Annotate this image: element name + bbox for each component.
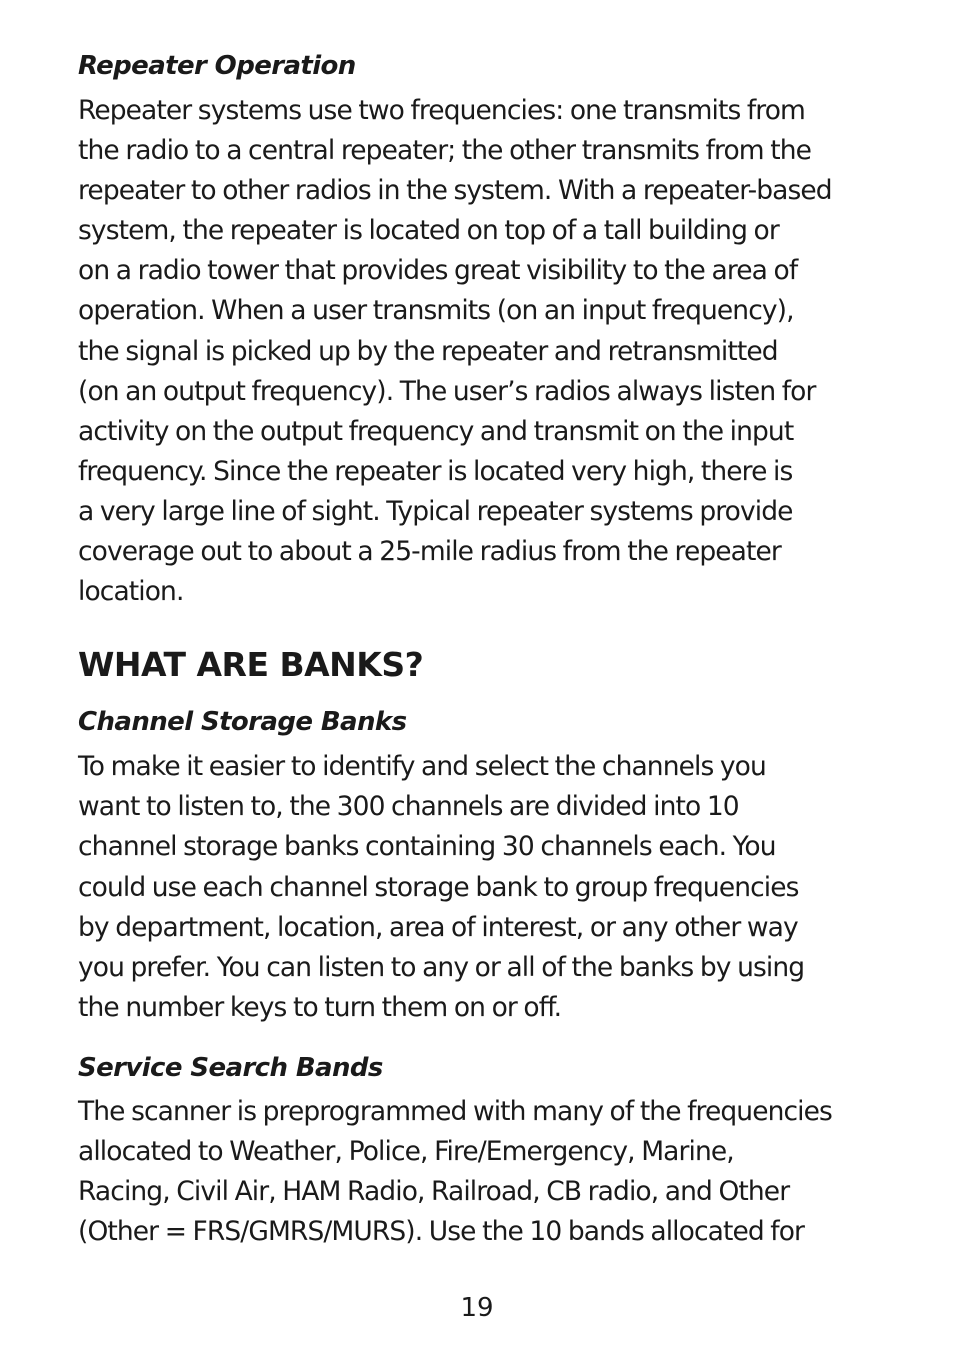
paragraph-line: the radio to a central repeater; the other transmits from the: [78, 135, 811, 167]
paragraph-line: coverage out to about a 25-mile radius from the repeater: [78, 536, 781, 568]
paragraph-line: on a radio tower that provides great visibility to the area of: [78, 255, 798, 287]
paragraph-line: To make it easier to identify and select the channels you: [78, 751, 766, 783]
paragraph-line: could use each channel storage bank to group frequencies: [78, 871, 799, 903]
paragraph-line: want to listen to, the 300 channels are divided into 10: [78, 791, 739, 823]
paragraph-line: system, the repeater is located on top of a tall building or: [78, 215, 779, 247]
service-search-bands-heading: Service Search Bands: [78, 1052, 383, 1083]
what-are-banks-title: WHAT ARE BANKS?: [78, 645, 424, 685]
page-number: 19: [460, 1293, 494, 1323]
paragraph-line: a very large line of sight. Typical repeater systems provide: [78, 495, 793, 527]
paragraph-line: activity on the output frequency and transmit on the input: [78, 415, 794, 447]
paragraph-line: repeater to other radios in the system. With a repeater-based: [78, 175, 832, 207]
paragraph-line: by department, location, area of interest, or any other way: [78, 911, 798, 943]
paragraph-line: (on an output frequency). The user’s radios always listen for: [78, 375, 816, 407]
paragraph-line: the number keys to turn them on or off.: [78, 991, 562, 1023]
repeater-operation-paragraph: [78, 91, 890, 612]
paragraph-line: the signal is picked up by the repeater and retransmitted: [78, 335, 778, 367]
channel-storage-banks-paragraph: [78, 747, 890, 1028]
paragraph-line: channel storage banks containing 30 channels each. You: [78, 831, 776, 863]
paragraph-line: you prefer. You can listen to any or all of the banks by using: [78, 951, 805, 983]
paragraph-line: operation. When a user transmits (on an input frequency),: [78, 295, 794, 327]
manual-page: [78, 46, 890, 1252]
paragraph-line: Repeater systems use two frequencies: one transmits from: [78, 95, 805, 126]
paragraph-line: frequency. Since the repeater is located very high, there is: [78, 455, 793, 487]
paragraph-line: Racing, Civil Air, HAM Radio, Railroad, CB radio, and Other: [78, 1176, 790, 1208]
paragraph-line: allocated to Weather, Police, Fire/Emergency, Marine,: [78, 1135, 734, 1167]
service-search-bands-paragraph: [78, 1092, 890, 1252]
paragraph-line: location.: [78, 576, 184, 608]
paragraph-line: (Other = FRS/GMRS/MURS). Use the 10 bands allocated for: [78, 1216, 805, 1248]
repeater-operation-heading: Repeater Operation: [78, 51, 356, 81]
channel-storage-banks-heading: Channel Storage Banks: [78, 707, 407, 738]
paragraph-line: The scanner is preprogrammed with many of the frequencies: [78, 1095, 832, 1127]
